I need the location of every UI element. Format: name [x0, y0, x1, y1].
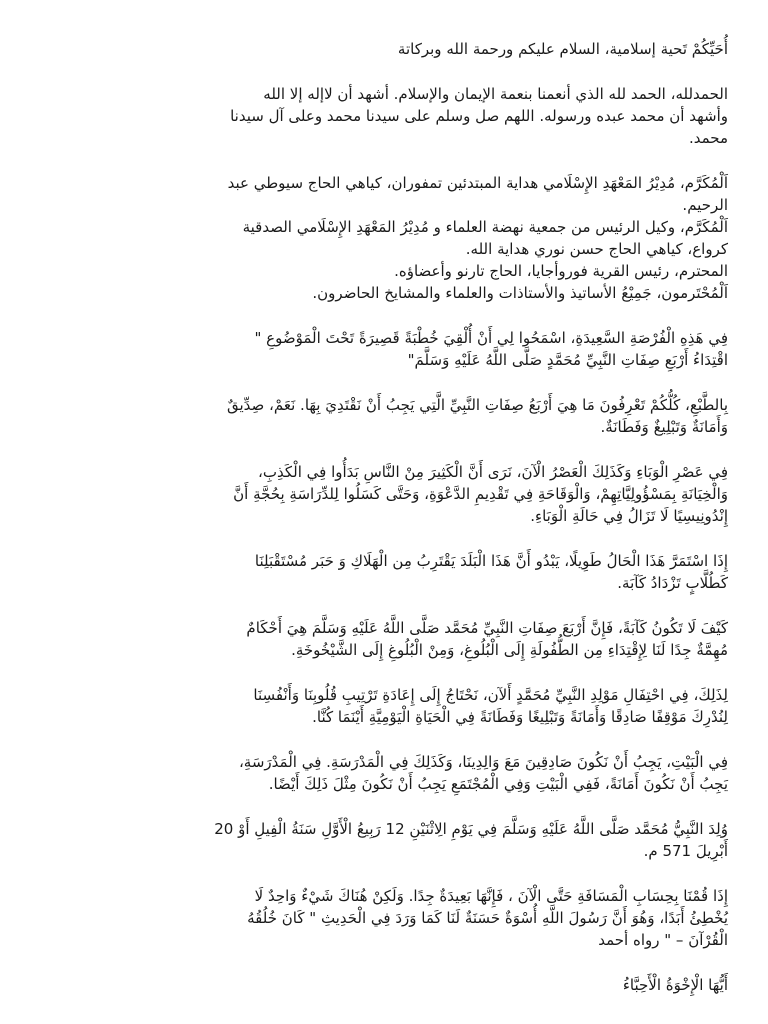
- home-paragraph: [40, 751, 728, 795]
- closing-paragraph: [40, 974, 728, 996]
- mawlid-paragraph: [40, 684, 728, 728]
- topic-paragraph: [40, 327, 728, 371]
- hamdala-line: محمد.: [688, 129, 728, 147]
- era-line: وَالْخِيَانَةِ بِمَسْؤُولِيَّاتِهِمْ، وَالْوَقَاحَةِ فِي تَقْدِيمِ الدَّعْوَةِ، وَحَتَّى كَسَلُوا لِلدِّرَاسَةِ بِحُجَّةِ أَنَّ: [233, 485, 728, 503]
- how-line: كَيْفَ لَا تَكُونُ كَآبَةً، فَإِنَّ أَرْبَعَ صِفَاتِ النَّبِيِّ مُحَمَّد صَلَّى اللَّهُ عَلَيْهِ وَسَلَّمَ هِيَ أَحْكَامٌ: [246, 619, 728, 637]
- home-line: فِي الْبَيْتِ، يَجِبُ أَنْ نَكُونَ صَادِقِينَ مَعَ وَالِدِينَا، وَكَذَلِكَ فِي الْمَدْرَسَةِ. فِي الْمَدْرَسَةِ،: [238, 753, 728, 771]
- how-paragraph: [40, 617, 728, 661]
- birth-line: وُلِدَ النَّبِيُّ مُحَمَّد صَلَّى اللَّهُ عَلَيْهِ وَسَلَّمَ فِي يَوْمِ الِاثْنَيْنِ 12 رَبِيعُ الْأَوَّلِ سَنَةُ الْفِيلِ أَوْ 20: [214, 820, 728, 838]
- closing-line: أَيُّهَا الْإِخْوَةُ الْأَحِبَّاءُ: [622, 976, 728, 994]
- how-line: مُهِمَّةٌ جِدًا لَنَا لِإِقْتِدَاءِ مِن الطُّفُولَةِ إِلَى الْبُلُوغِ، وَمِنْ الْبُلُوغِ إِلَى الشَّيْخُوخَةِ.: [291, 641, 728, 659]
- era-line: فِي عَصْرِ الْوَبَاءِ وَكَذَلِكَ الْعَصْرُ الْآنَ، نَرَى أَنَّ الْكَثِيرَ مِنْ النَّاسِ بَدَأُوا فِي الْكَذِبِ،: [258, 463, 728, 481]
- topic-line: فِي هَذِهِ الْفُرْصَةِ السَّعِيدَةِ، اسْمَحُوا لِي أَنْ أُلْقِيَ خُطْبَةً قَصِيرَةً تَحْتَ الْمَوْضُوعِ ": [254, 329, 728, 347]
- mawlid-line: لِذَلِكَ، فِي احْتِفَالِ مَوْلِدِ النَّبِيِّ مُحَمَّدٍ أَلآن، نَحْتَاجُ إِلَى إِعَادَةِ تَرْتِيبِ قُلُوبِنَا وَأَنْفُسِنَا: [253, 686, 728, 704]
- greeting-paragraph: [40, 38, 728, 60]
- honorific-line: الرحيم.: [682, 196, 728, 214]
- measure-paragraph: [40, 885, 728, 951]
- measure-line: إِذَا قُمْنَا بِحِسَابِ الْمَسَافَةِ حَتَّى الْآنَ ، فَإِنَّهَا بَعِيدَةٌ جِدًا. وَلَكِنْ هُنَاكَ شَيْءٌ وَاحِدٌ لَا: [254, 887, 728, 905]
- continue-paragraph: [40, 550, 728, 594]
- hamdala-line: الحمدلله، الحمد لله الذي أنعمنا بنعمة الإيمان والإسلام. أشهد أن لاإله إلا الله: [263, 85, 728, 103]
- hamdala-line: وأشهد أن محمد عبده ورسوله. اللهم صل وسلم على سيدنا محمد وعلى آل سيدنا: [230, 107, 728, 125]
- honorific-line: اَلْمُكَرَّم، مُدِيْرُ المَعْهَدِ الإِسْلَامي هداية المبتدئين تمفوران، كياهي الحاج سيوطي عبد: [227, 174, 728, 192]
- document-page: [40, 38, 728, 1024]
- continue-line: كَطُلَّابٍ تَزْدَادُ كَآبَة.: [617, 574, 728, 592]
- honorific-line: اَلْمُكَرَّم، وكيل الرئيس من جمعية نهضة العلماء و مُدِيْرُ المَعْهَدِ الإِسْلَامي الصدقية: [242, 218, 728, 236]
- birth-paragraph: [40, 818, 728, 862]
- era-line: إِنْدُونِيسِيًا لَا تَزَالُ فِي حَالَةِ الْوَبَاءِ.: [530, 507, 728, 525]
- honorific-line: كرواع، كياهي الحاج حسن نوري هداية الله.: [465, 240, 728, 258]
- measure-line: يُخْطِئُ أَبَدًا، وَهُوَ أَنَّ رَسُولَ اللَّهِ أُسْوَةٌ حَسَنَةٌ لَنَا كَمَا وَرَدَ فِي الْحَدِيثِ " كَانَ خُلُقُهُ: [247, 909, 728, 927]
- four-traits-line: بِالطَّبْعِ، كُلُّكُمْ تَعْرِفُونَ مَا هِيَ أَرْبَعُ صِفَاتِ النَّبِيِّ الَّتِي يَجِبُ أَنْ نَقْتَدِيَ بِهَا. نَعَمْ، صِدِّيقٌ: [226, 396, 728, 414]
- four-traits-paragraph: [40, 394, 728, 438]
- birth-line: أَبْرِيلَ 571 م.: [643, 842, 728, 860]
- honorific-line: اَلْمُحْتَرمون، جَمِيْعُ الأساتيذ والأستاذات والعلماء والمشايخ الحاضرون.: [312, 284, 728, 302]
- mawlid-line: لِنُدْرِكَ مَوْقِفًا صَادِقًا وَأَمَانَةً وَتَبْلِيغًا وَفَطَانَةً فِي الْحَيَاةِ الْيَوْمِيَّةِ أَيْنَمَا كُنَّا.: [312, 708, 728, 726]
- honorifics-paragraph: [40, 172, 728, 304]
- honorific-line: المحترم، رئيس القرية فوروأجايا، الحاج تارنو وأعضاؤه.: [394, 262, 728, 280]
- greeting-line: أُحَيِّكُمْ تَحية إسلامية، السلام عليكم ورحمة الله وبركاتة: [397, 40, 728, 58]
- continue-line: إِذَا اسْتَمَرَّ هَذَا الْحَالُ طَوِيلًا، يَبْدُو أَنَّ هَذَا الْبَلَدَ يَقْتَرِبُ مِن الْهَلَاكِ وَ حَبَر مُسْتَقْبَلِنَا: [254, 552, 728, 570]
- home-line: يَجِبُ أَنْ نَكُونَ أَمَانَةً، فَفِي الْبَيْتِ وَفِي الْمُجْتَمَعِ يَجِبُ أَنْ نَكُونَ مِثْلَ ذَلِكَ أَيْضًا.: [268, 775, 728, 793]
- topic-line: اقْتِدَاءُ أَرْبَعِ صِفَاتِ النَّبِيِّ مُحَمَّدٍ صَلَّى اللَّهُ عَلَيْهِ وَسَلَّمَ": [407, 351, 728, 369]
- era-paragraph: [40, 461, 728, 527]
- four-traits-line: وَأَمَانَةٌ وَتَبْلِيغٌ وَفَطَانَةٌ.: [600, 418, 728, 436]
- measure-line: الْقُرْآنَ – " رواه أحمد: [598, 931, 728, 949]
- hamdala-paragraph: [40, 83, 728, 149]
